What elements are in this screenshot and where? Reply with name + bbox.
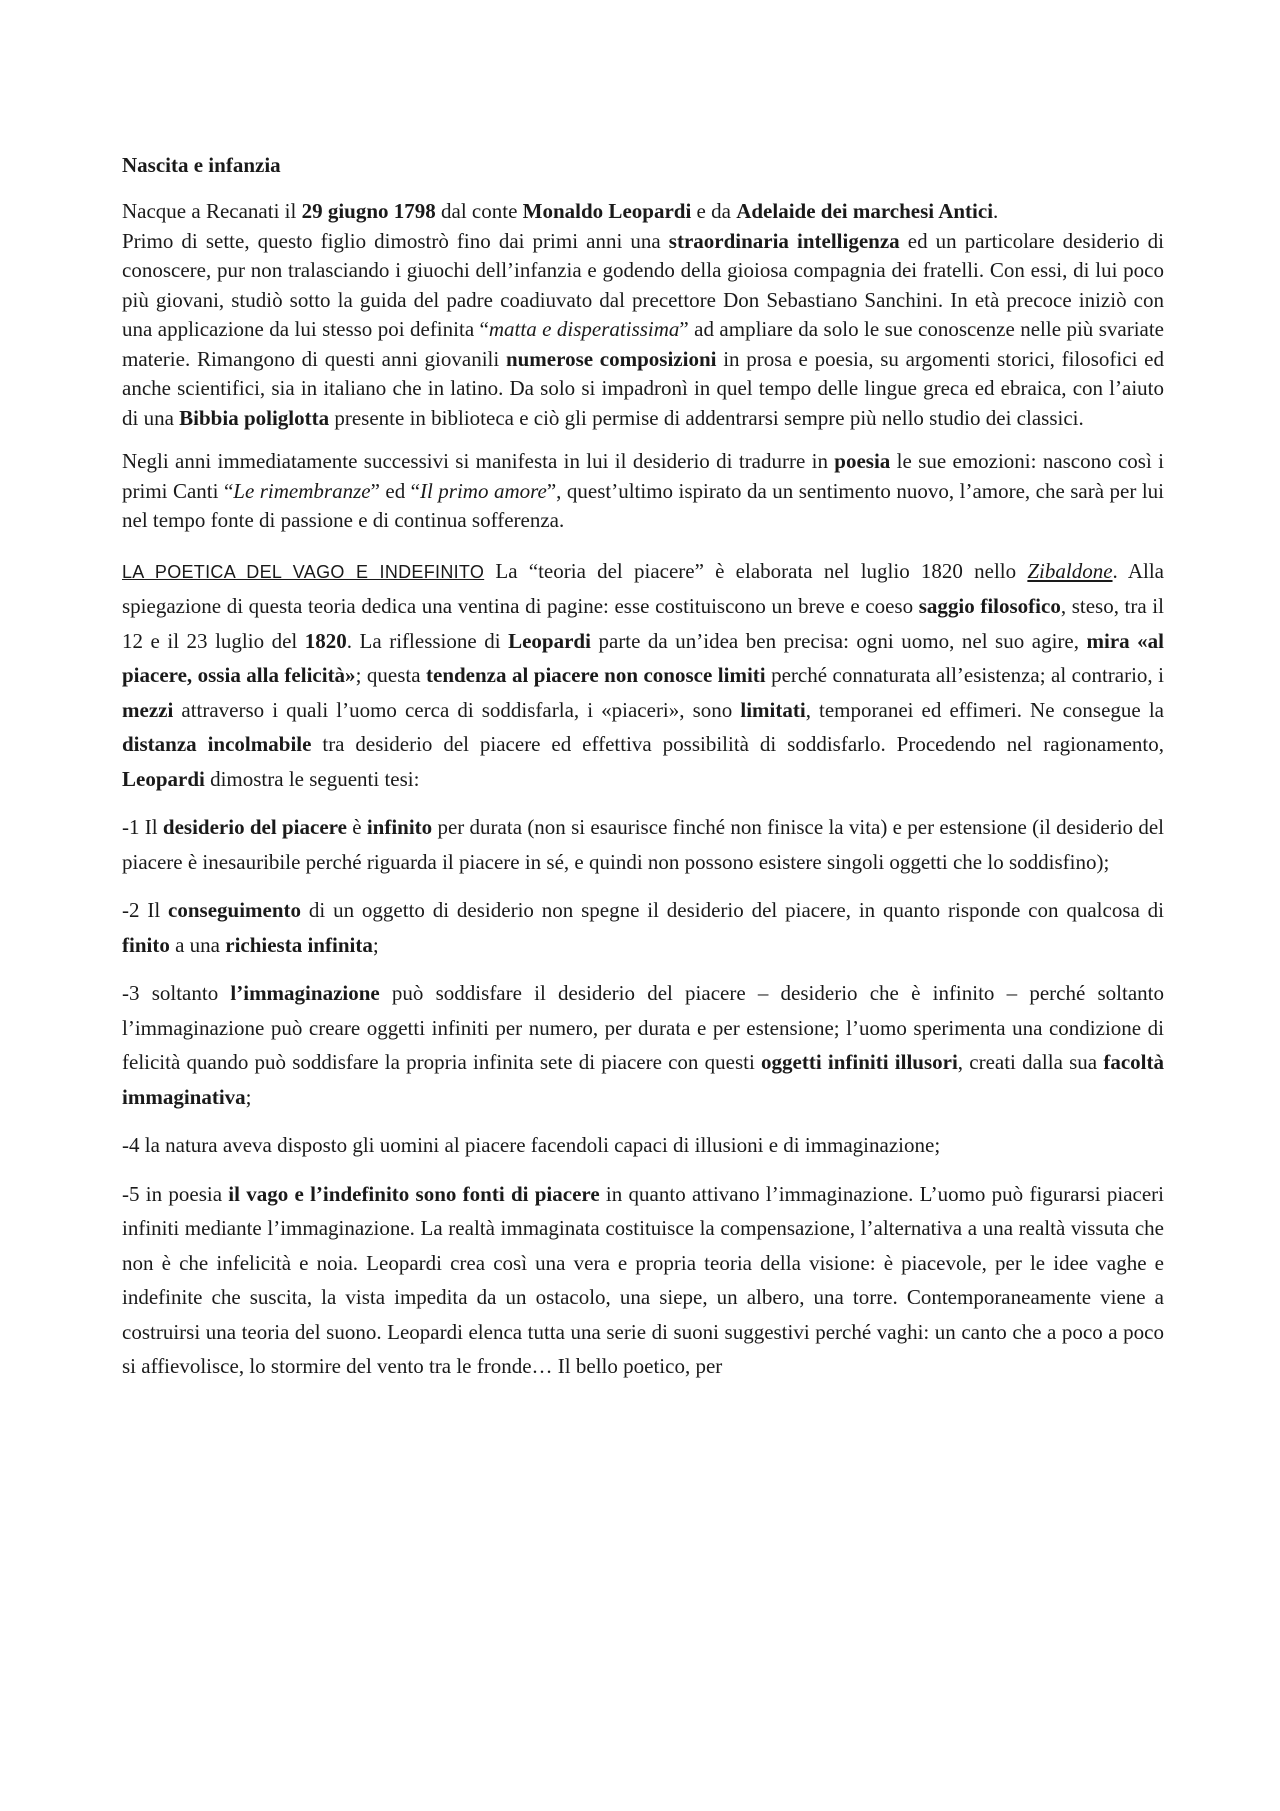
paragraph-poetry: Negli anni immediatamente successivi si manifesta in lui il desiderio di tradurre in poesia le sue emozioni: nascono così i primi Canti “Le rimembranze” ed “Il primo amore”, quest’ultimo ispirato da un sentimento nuovo, l’amore, che sarà per lui nel tempo fonte di passione e di continua sofferenza. [122,449,1164,532]
zibaldone-link: Zibaldone [1027,558,1113,583]
thesis-4: -4 la natura aveva disposto gli uomini al piacere facendoli capaci di illusioni e di immaginazione; [122,1133,941,1157]
thesis-5: -5 in poesia il vago e l’indefinito sono fonti di piacere in quanto attivano l’immaginazione. L’uomo può figurarsi piaceri infiniti mediante l’immaginazione. La realtà immaginata costituisce la compensazione, l’alternativa a una realtà vissuta che non è che infelicità e noia. Leopardi crea così una vera e propria teoria della visione: è piacevole, per le idee vaghe e indefinite che suscita, la vista impedita da un ostacolo, una siepe, un albero, una torre. Contemporaneamente viene a costruirsi una teoria del suono. Leopardi elenca tutta una serie di suoni suggestivi perché vaghi: un canto che a poco a poco si affievolisce, lo stormire del vento tra le fronde… Il bello poetico, per [122,1181,1164,1378]
thesis-3: -3 soltanto l’immaginazione può soddisfare il desiderio del piacere – desiderio che è infinito – perché soltanto l’immaginazione può creare oggetti infiniti per numero, per durata e per estensione; l’uomo sperimenta una condizione di felicità quando può soddisfare la propria infinita sete di piacere con questi oggetti infiniti illusori, creati dalla sua facoltà immaginativa; [122,981,1164,1109]
thesis-1: -1 Il desiderio del piacere è infinito per durata (non si esaurisce finché non finisce la vita) e per estensione (il desiderio del piacere è inesauribile perché riguarda il piacere in sé, e quindi non possono esistere singoli oggetti che lo soddisfino); [122,815,1165,874]
thesis-2: -2 Il conseguimento di un oggetto di desiderio non spegne il desiderio del piacere, in quanto risponde con qualcosa di finito a una richiesta infinita; [122,898,1165,957]
paragraph-birth: Nacque a Recanati il 29 giugno 1798 dal conte Monaldo Leopardi e da Adelaide dei marchesi Antici. Primo di sette, questo figlio dimostrò fino dai primi anni una straordinaria intelligenza ed un particolare desiderio di conoscere, pur non tralasciando i giuochi dell’infanzia e godendo della gioiosa compagnia dei fratelli. Con essi, di lui poco più giovani, studiò sotto la guida del padre coadiuvato dal precettore Don Sebastiano Sanchini. In età precoce iniziò con una applicazione da lui stesso poi definita “matta e disperatissima” ad ampliare da solo le sue conoscenze nelle più svariate materie. Rimangono di questi anni giovanili numerose composizioni in prosa e poesia, su argomenti storici, filosofici ed anche scientifici, sia in italiano che in latino. Da solo si impadronì in quel tempo delle lingue greca ed ebraica, con l’aiuto di una Bibbia poliglotta presente in biblioteca e ciò gli permise di addentrarsi sempre più nello studio dei classici. [122,199,1165,430]
section-heading: Nascita e infanzia [122,153,281,177]
paragraph-theory: LA POETICA DEL VAGO E INDEFINITO La “teoria del piacere” è elaborata nel luglio 1820 nello Zibaldone. Alla spiegazione di questa teoria dedica una ventina di pagine: esse costituiscono un breve e coeso saggio filosofico, steso, tra il 12 e il 23 luglio del 1820. La riflessione di Leopardi parte da un’idea ben precisa: ogni uomo, nel suo agire, mira «al piacere, ossia alla felicità»; questa tendenza al piacere non conosce limiti perché connaturata all’esistenza; al contrario, i mezzi attraverso i quali l’uomo cerca di soddisfarla, i «piaceri», sono limitati, temporanei ed effimeri. Ne consegue la distanza incolmabile tra desiderio del piacere ed effettiva possibilità di soddisfarlo. Procedendo nel ragionamento, Leopardi dimostra le seguenti tesi: [122,558,1165,791]
document-page [122,150,1164,1384]
section-title-poetica: LA POETICA DEL VAGO E INDEFINITO [122,561,485,582]
